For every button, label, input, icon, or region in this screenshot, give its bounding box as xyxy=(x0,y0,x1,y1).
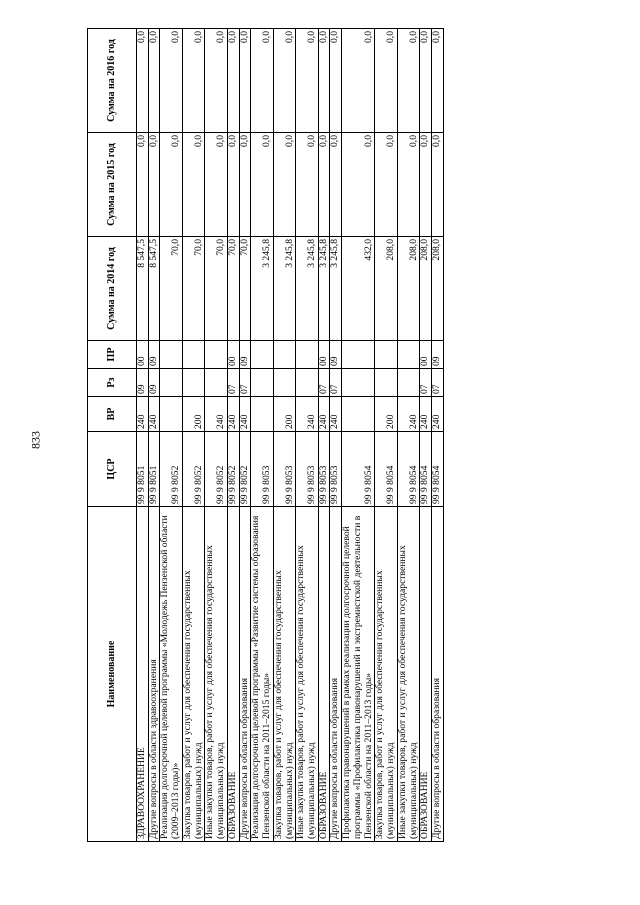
cell-name: Другие вопросы в области образования xyxy=(239,507,251,842)
cell-sum-2014: 208,0 xyxy=(397,237,419,341)
table-row xyxy=(137,29,149,842)
cell-pr: 09 xyxy=(239,341,251,369)
cell-sum-2016: 0,0 xyxy=(273,29,295,133)
cell-rz xyxy=(182,369,204,397)
cell-name: ОБРАЗОВАНИЕ xyxy=(318,507,330,842)
cell-csr: 99 9 8053 xyxy=(251,432,273,507)
table-row xyxy=(148,29,160,842)
header-vr: ВР xyxy=(88,397,137,432)
cell-rz: 07 xyxy=(330,369,342,397)
cell-sum-2016: 0,0 xyxy=(239,29,251,133)
cell-name: Реализация долгосрочной целевой программы «Развитие системы образования Пензенской области на 2011–2015 годы» xyxy=(251,507,273,842)
cell-rz: 07 xyxy=(420,369,432,397)
cell-csr: 99 9 8052 xyxy=(205,432,227,507)
cell-sum-2016: 0,0 xyxy=(330,29,342,133)
cell-vr: 240 xyxy=(239,397,251,432)
cell-name: Закупка товаров, работ и услуг для обеспечения государственных (муниципальных) нужд xyxy=(182,507,204,842)
cell-sum-2016: 0,0 xyxy=(397,29,419,133)
cell-vr xyxy=(160,397,182,432)
cell-sum-2016: 0,0 xyxy=(296,29,318,133)
table-row xyxy=(330,29,342,842)
cell-csr: 99 9 8051 xyxy=(137,432,149,507)
header-pr: ПР xyxy=(88,341,137,369)
cell-rz: 07 xyxy=(227,369,239,397)
budget-table xyxy=(87,28,444,842)
cell-csr: 99 9 8052 xyxy=(227,432,239,507)
cell-pr: 00 xyxy=(318,341,330,369)
cell-pr: 00 xyxy=(227,341,239,369)
cell-sum-2015: 0,0 xyxy=(432,133,444,237)
cell-rz xyxy=(205,369,227,397)
cell-sum-2015: 0,0 xyxy=(397,133,419,237)
cell-pr: 09 xyxy=(148,341,160,369)
cell-sum-2014: 208,0 xyxy=(420,237,432,341)
page-number: 833 xyxy=(28,431,43,449)
cell-rz xyxy=(160,369,182,397)
cell-pr xyxy=(273,341,295,369)
cell-name: Иные закупки товаров, работ и услуг для обеспечения государственных (муниципальных) нужд xyxy=(397,507,419,842)
cell-sum-2015: 0,0 xyxy=(273,133,295,237)
cell-vr: 240 xyxy=(397,397,419,432)
table-row xyxy=(239,29,251,842)
table-row xyxy=(160,29,182,842)
cell-name: Другие вопросы в области образования xyxy=(330,507,342,842)
cell-pr: 00 xyxy=(137,341,149,369)
cell-sum-2016: 0,0 xyxy=(137,29,149,133)
cell-sum-2015: 0,0 xyxy=(330,133,342,237)
cell-sum-2016: 0,0 xyxy=(205,29,227,133)
cell-vr: 240 xyxy=(148,397,160,432)
cell-rz xyxy=(397,369,419,397)
cell-sum-2014: 3 245,8 xyxy=(251,237,273,341)
cell-sum-2014: 70,0 xyxy=(205,237,227,341)
cell-sum-2015: 0,0 xyxy=(148,133,160,237)
cell-sum-2016: 0,0 xyxy=(148,29,160,133)
cell-sum-2014: 70,0 xyxy=(160,237,182,341)
table-row xyxy=(342,29,375,842)
cell-sum-2016: 0,0 xyxy=(432,29,444,133)
cell-sum-2014: 3 245,8 xyxy=(330,237,342,341)
cell-sum-2016: 0,0 xyxy=(420,29,432,133)
cell-sum-2016: 0,0 xyxy=(182,29,204,133)
cell-name: ОБРАЗОВАНИЕ xyxy=(227,507,239,842)
cell-rz: 09 xyxy=(137,369,149,397)
cell-sum-2015: 0,0 xyxy=(137,133,149,237)
cell-rz: 07 xyxy=(318,369,330,397)
cell-name: Профилактика правонарушений в рамках реализации долгосрочной целевой программы «Профилактика правонарушений и экстремистской деятельности в Пензенской области на 2011–2013 годы» xyxy=(342,507,375,842)
cell-csr: 99 9 8054 xyxy=(342,432,375,507)
cell-sum-2015: 0,0 xyxy=(342,133,375,237)
table-row xyxy=(318,29,330,842)
cell-sum-2015: 0,0 xyxy=(227,133,239,237)
cell-name: ЗДРАВООХРАНЕНИЕ xyxy=(137,507,149,842)
cell-vr: 240 xyxy=(296,397,318,432)
cell-pr xyxy=(296,341,318,369)
cell-sum-2014: 8 547,5 xyxy=(148,237,160,341)
cell-vr: 240 xyxy=(227,397,239,432)
cell-name: Другие вопросы в области здравоохранения xyxy=(148,507,160,842)
cell-sum-2015: 0,0 xyxy=(375,133,397,237)
cell-vr: 240 xyxy=(137,397,149,432)
table-row xyxy=(397,29,419,842)
cell-name: ОБРАЗОВАНИЕ xyxy=(420,507,432,842)
cell-csr: 99 9 8052 xyxy=(160,432,182,507)
cell-name: Иные закупки товаров, работ и услуг для обеспечения государственных (муниципальных) нужд xyxy=(205,507,227,842)
table-row xyxy=(296,29,318,842)
cell-name: Другие вопросы в области образования xyxy=(432,507,444,842)
header-name: Наименование xyxy=(88,507,137,842)
cell-pr xyxy=(342,341,375,369)
cell-vr: 240 xyxy=(205,397,227,432)
cell-rz xyxy=(273,369,295,397)
cell-name: Закупка товаров, работ и услуг для обеспечения государственных (муниципальных) нужд xyxy=(375,507,397,842)
header-rz: Рз xyxy=(88,369,137,397)
cell-csr: 99 9 8053 xyxy=(318,432,330,507)
cell-vr: 240 xyxy=(330,397,342,432)
table-row xyxy=(375,29,397,842)
cell-sum-2015: 0,0 xyxy=(420,133,432,237)
cell-rz xyxy=(296,369,318,397)
cell-pr: 09 xyxy=(432,341,444,369)
cell-sum-2014: 208,0 xyxy=(432,237,444,341)
cell-rz: 09 xyxy=(148,369,160,397)
header-sum-2014: Сумма на 2014 год xyxy=(88,237,137,341)
table-row xyxy=(251,29,273,842)
cell-sum-2015: 0,0 xyxy=(251,133,273,237)
cell-csr: 99 9 8053 xyxy=(330,432,342,507)
cell-sum-2014: 70,0 xyxy=(239,237,251,341)
table-row xyxy=(227,29,239,842)
cell-vr: 240 xyxy=(318,397,330,432)
table-row xyxy=(432,29,444,842)
cell-csr: 99 9 8054 xyxy=(397,432,419,507)
cell-sum-2015: 0,0 xyxy=(318,133,330,237)
cell-rz xyxy=(251,369,273,397)
cell-name: Иные закупки товаров, работ и услуг для обеспечения государственных (муниципальных) нужд xyxy=(296,507,318,842)
cell-sum-2015: 0,0 xyxy=(205,133,227,237)
cell-csr: 99 9 8054 xyxy=(432,432,444,507)
table-row xyxy=(205,29,227,842)
cell-sum-2015: 0,0 xyxy=(182,133,204,237)
cell-pr xyxy=(397,341,419,369)
cell-csr: 99 9 8051 xyxy=(148,432,160,507)
cell-pr xyxy=(182,341,204,369)
cell-sum-2014: 432,0 xyxy=(342,237,375,341)
cell-sum-2014: 3 245,8 xyxy=(296,237,318,341)
cell-vr: 240 xyxy=(420,397,432,432)
cell-csr: 99 9 8054 xyxy=(375,432,397,507)
cell-sum-2015: 0,0 xyxy=(239,133,251,237)
cell-pr xyxy=(251,341,273,369)
header-sum-2016: Сумма на 2016 год xyxy=(88,29,137,133)
table-header xyxy=(88,29,137,842)
cell-csr: 99 9 8053 xyxy=(273,432,295,507)
cell-csr: 99 9 8054 xyxy=(420,432,432,507)
table-row xyxy=(420,29,432,842)
cell-pr: 09 xyxy=(330,341,342,369)
cell-sum-2016: 0,0 xyxy=(342,29,375,133)
cell-sum-2016: 0,0 xyxy=(318,29,330,133)
cell-rz xyxy=(375,369,397,397)
cell-sum-2015: 0,0 xyxy=(160,133,182,237)
table-row xyxy=(182,29,204,842)
cell-vr: 200 xyxy=(182,397,204,432)
cell-sum-2014: 70,0 xyxy=(182,237,204,341)
cell-pr xyxy=(160,341,182,369)
cell-name: Закупка товаров, работ и услуг для обеспечения государственных (муниципальных) нужд xyxy=(273,507,295,842)
cell-vr xyxy=(342,397,375,432)
cell-csr: 99 9 8052 xyxy=(239,432,251,507)
cell-sum-2014: 208,0 xyxy=(375,237,397,341)
cell-sum-2014: 3 245,8 xyxy=(318,237,330,341)
cell-sum-2016: 0,0 xyxy=(160,29,182,133)
cell-csr: 99 9 8053 xyxy=(296,432,318,507)
header-row xyxy=(88,29,137,842)
cell-rz xyxy=(342,369,375,397)
cell-sum-2014: 8 547,5 xyxy=(137,237,149,341)
header-sum-2015: Сумма на 2015 год xyxy=(88,133,137,237)
cell-pr xyxy=(205,341,227,369)
cell-vr: 240 xyxy=(432,397,444,432)
header-csr: ЦСР xyxy=(88,432,137,507)
cell-vr: 200 xyxy=(273,397,295,432)
rotated-table-wrapper xyxy=(87,28,444,842)
cell-sum-2015: 0,0 xyxy=(296,133,318,237)
cell-rz: 07 xyxy=(432,369,444,397)
cell-vr: 200 xyxy=(375,397,397,432)
cell-csr: 99 9 8052 xyxy=(182,432,204,507)
cell-rz: 07 xyxy=(239,369,251,397)
table-body xyxy=(137,29,444,842)
cell-sum-2016: 0,0 xyxy=(251,29,273,133)
cell-pr xyxy=(375,341,397,369)
table-row xyxy=(273,29,295,842)
cell-sum-2016: 0,0 xyxy=(227,29,239,133)
cell-sum-2014: 70,0 xyxy=(227,237,239,341)
cell-pr: 00 xyxy=(420,341,432,369)
cell-sum-2014: 3 245,8 xyxy=(273,237,295,341)
cell-sum-2016: 0,0 xyxy=(375,29,397,133)
cell-name: Реализация долгосрочной целевой программы «Молодежь Пензенской области (2009–2013 годы)» xyxy=(160,507,182,842)
cell-vr xyxy=(251,397,273,432)
